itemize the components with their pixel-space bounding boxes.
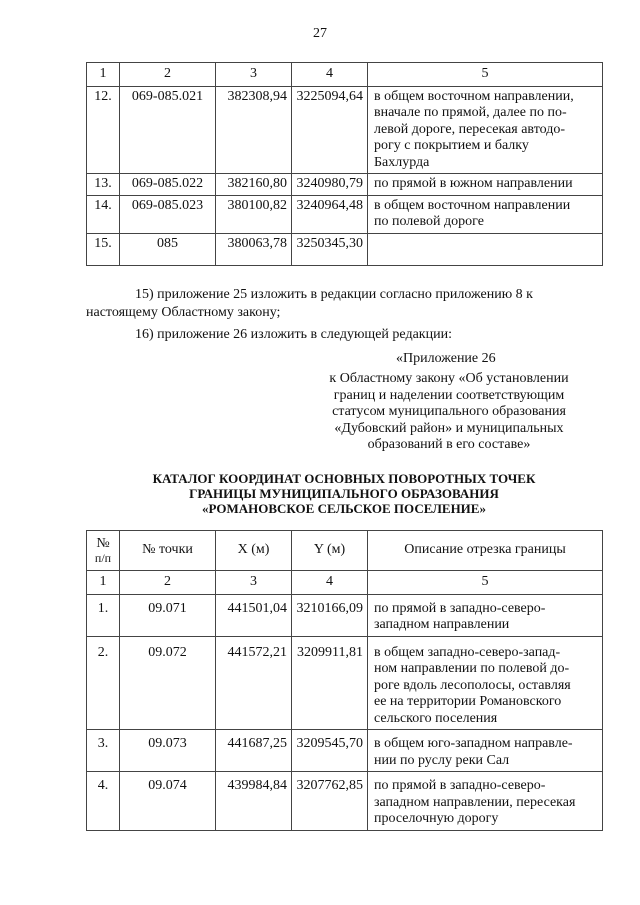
x-coordinate: 441501,04 bbox=[216, 594, 292, 636]
description-line: проселочную дорогу bbox=[374, 811, 499, 826]
y-coordinate: 3225094,64 bbox=[292, 86, 368, 174]
coordinates-table bbox=[86, 530, 603, 831]
catalog-title-line: «РОМАНОВСКОЕ СЕЛЬСКОЕ ПОСЕЛЕНИЕ» bbox=[202, 501, 486, 516]
page-number: 27 bbox=[313, 26, 327, 41]
segment-description bbox=[368, 594, 603, 636]
appendix-subtitle-line: к Областному закону «Об установлении bbox=[329, 371, 569, 386]
table-row bbox=[87, 730, 603, 772]
table-index-row bbox=[87, 571, 603, 595]
description-line: западном направлении, пересекая bbox=[374, 794, 576, 810]
y-coordinate: 3240964,48 bbox=[292, 195, 368, 233]
header-point: № точки bbox=[120, 531, 216, 571]
appendix-subtitle bbox=[300, 371, 598, 454]
table-row bbox=[87, 233, 603, 265]
appendix-subtitle-line: границ и наделении соответствующим bbox=[333, 387, 565, 403]
row-index: 15. bbox=[87, 233, 120, 265]
paragraph-item-15 bbox=[86, 286, 602, 304]
y-coordinate: 3209545,70 bbox=[292, 730, 368, 772]
table-row bbox=[87, 636, 603, 730]
point-id: 09.074 bbox=[120, 772, 216, 831]
x-coordinate: 441687,25 bbox=[216, 730, 292, 772]
description-line: по прямой в западно-северо- bbox=[374, 600, 546, 616]
column-number: 3 bbox=[216, 571, 292, 595]
x-coordinate: 382160,80 bbox=[216, 174, 292, 196]
table-header-row bbox=[87, 531, 603, 571]
row-index: 4. bbox=[87, 772, 120, 831]
segment-description bbox=[368, 195, 603, 233]
row-index: 2. bbox=[87, 636, 120, 730]
header-row-number bbox=[87, 531, 120, 571]
point-id: 09.073 bbox=[120, 730, 216, 772]
header-description: Описание отрезка границы bbox=[368, 531, 603, 571]
description-line: в общем западно-северо-запад- bbox=[374, 644, 561, 660]
row-index: 3. bbox=[87, 730, 120, 772]
x-coordinate: 380100,82 bbox=[216, 195, 292, 233]
point-id: 069-085.023 bbox=[120, 195, 216, 233]
description-line: западном направлении bbox=[374, 617, 510, 632]
row-index: 14. bbox=[87, 195, 120, 233]
column-number: 4 bbox=[292, 63, 368, 87]
point-id: 069-085.021 bbox=[120, 86, 216, 174]
y-coordinate: 3240980,79 bbox=[292, 174, 368, 196]
x-coordinate: 380063,78 bbox=[216, 233, 292, 265]
description-line: в общем восточном направлении, bbox=[374, 88, 574, 104]
segment-description bbox=[368, 174, 603, 196]
column-number: 3 bbox=[216, 63, 292, 87]
column-number: 5 bbox=[368, 571, 603, 595]
description-line: сельского поселения bbox=[374, 710, 498, 726]
paragraph-line: 16) приложение 26 изложить в следующей редакции: bbox=[135, 327, 452, 342]
paragraph-line: 15) приложение 25 изложить в редакции согласно приложению 8 к bbox=[135, 287, 533, 302]
table-header-row bbox=[87, 63, 603, 87]
table-row bbox=[87, 86, 603, 174]
paragraph-item-15-continuation bbox=[86, 304, 602, 322]
paragraph-item-16 bbox=[86, 326, 602, 344]
description-line: по полевой дороге bbox=[374, 214, 484, 229]
segment-description bbox=[368, 730, 603, 772]
y-coordinate: 3210166,09 bbox=[292, 594, 368, 636]
appendix-subtitle-line: образований в его составе» bbox=[367, 437, 531, 452]
description-line: по прямой в южном направлении bbox=[374, 176, 573, 191]
description-line: рогу с покрытием и балку bbox=[374, 138, 529, 153]
table-row bbox=[87, 594, 603, 636]
x-coordinate: 382308,94 bbox=[216, 86, 292, 174]
header-number-abbr: п/п bbox=[94, 550, 112, 565]
point-id: 09.071 bbox=[120, 594, 216, 636]
column-number: 4 bbox=[292, 571, 368, 595]
table-row bbox=[87, 195, 603, 233]
row-index: 13. bbox=[87, 174, 120, 196]
coordinates-table-continuation bbox=[86, 62, 603, 266]
appendix-title: «Приложение 26 bbox=[396, 351, 496, 366]
appendix-subtitle-line: статусом муниципального образования bbox=[332, 404, 566, 419]
point-id: 09.072 bbox=[120, 636, 216, 730]
description-line: по прямой в западно-северо- bbox=[374, 778, 546, 793]
row-index: 1. bbox=[87, 594, 120, 636]
appendix-subtitle-line: «Дубовский район» и муниципальных bbox=[334, 420, 564, 436]
segment-description bbox=[368, 772, 603, 831]
segment-description bbox=[368, 86, 603, 174]
y-coordinate: 3207762,85 bbox=[292, 772, 368, 831]
description-line: в общем восточном направлении bbox=[374, 197, 571, 213]
description-line: ее на территории Романовского bbox=[374, 694, 562, 709]
catalog-title-line: КАТАЛОГ КООРДИНАТ ОСНОВНЫХ ПОВОРОТНЫХ ТОЧЕК bbox=[152, 471, 536, 486]
description-line: Бахлурда bbox=[374, 154, 430, 170]
y-coordinate: 3250345,30 bbox=[292, 233, 368, 265]
column-number: 1 bbox=[87, 63, 120, 87]
segment-description bbox=[368, 636, 603, 730]
description-line: левой дороге, пересекая автодо- bbox=[374, 121, 566, 137]
catalog-title bbox=[86, 471, 602, 516]
point-id: 069-085.022 bbox=[120, 174, 216, 196]
header-y: Y (м) bbox=[292, 531, 368, 571]
x-coordinate: 439984,84 bbox=[216, 772, 292, 831]
column-number: 2 bbox=[120, 63, 216, 87]
column-number: 2 bbox=[120, 571, 216, 595]
description-line: нии по руслу реки Сал bbox=[374, 752, 510, 768]
row-index: 12. bbox=[87, 86, 120, 174]
x-coordinate: 441572,21 bbox=[216, 636, 292, 730]
table-row bbox=[87, 772, 603, 831]
y-coordinate: 3209911,81 bbox=[292, 636, 368, 730]
description-line: вначале по прямой, далее по по- bbox=[374, 105, 567, 120]
catalog-title-line: ГРАНИЦЫ МУНИЦИПАЛЬНОГО ОБРАЗОВАНИЯ bbox=[189, 486, 499, 501]
segment-description bbox=[368, 233, 603, 265]
point-id: 085 bbox=[120, 233, 216, 265]
column-number: 1 bbox=[87, 571, 120, 595]
paragraph-line: настоящему Областному закону; bbox=[86, 305, 281, 320]
header-x: X (м) bbox=[216, 531, 292, 571]
description-line: роге вдоль лесополосы, оставляя bbox=[374, 677, 571, 693]
description-line: в общем юго-западном направле- bbox=[374, 736, 573, 751]
column-number: 5 bbox=[368, 63, 603, 87]
header-number-sign: № bbox=[96, 535, 110, 551]
table-row bbox=[87, 174, 603, 196]
description-line: ном направлении по полевой до- bbox=[374, 661, 570, 676]
